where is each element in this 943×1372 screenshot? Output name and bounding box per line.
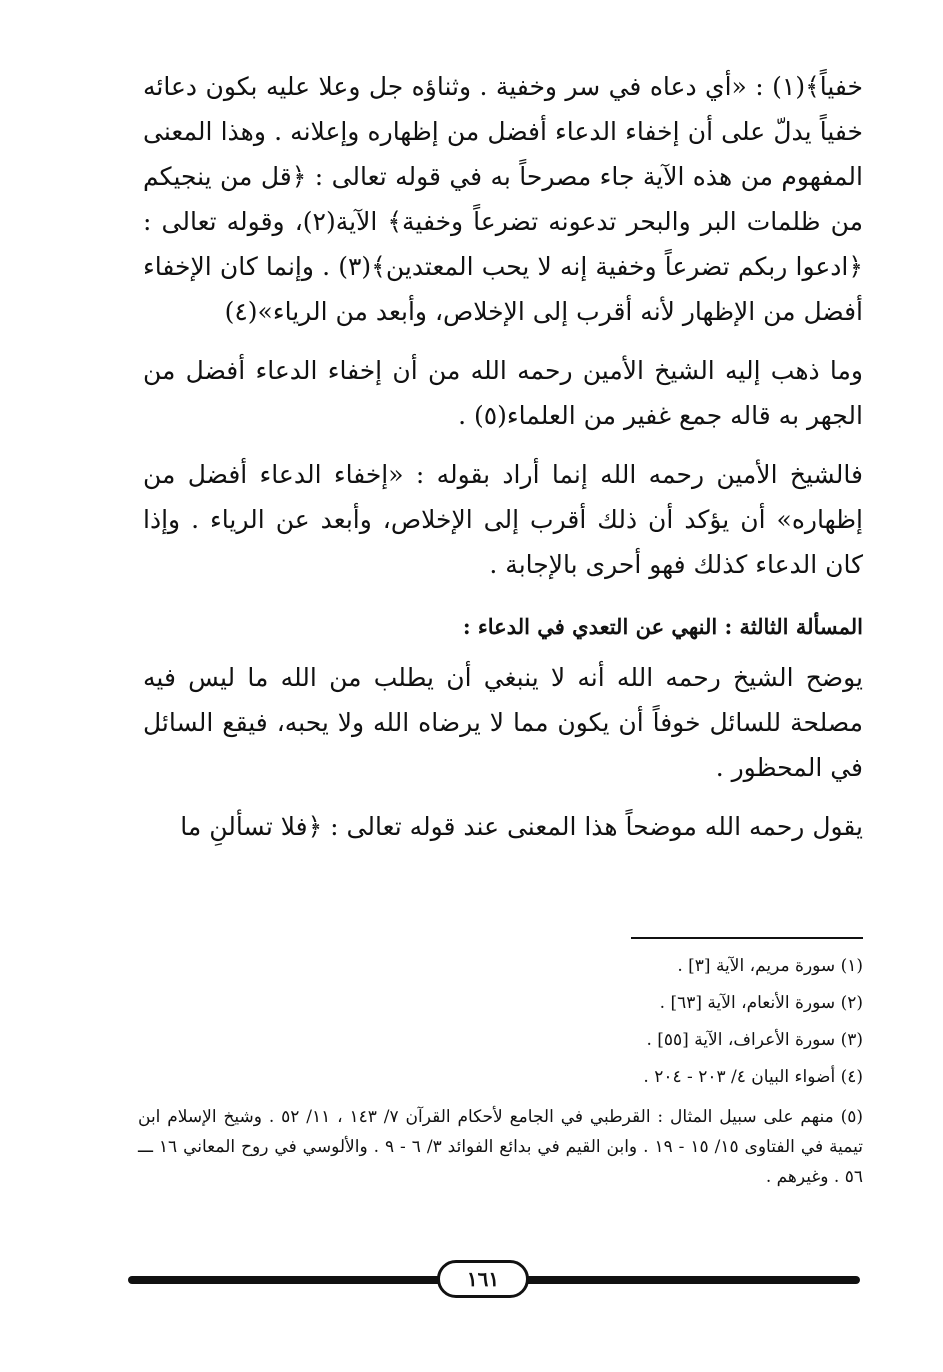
footnote-5: (٥) منهم على سبيل المثال : القرطبي في الجامع لأحكام القرآن ٧/ ١٤٣ ، ١١/ ٥٢ . وشيخ الإسلام ابن تيمية في الفتاوى ١٥/ ١٥ - ١٩ . وابن القيم في بدائع الفوائد ٣/ ٦ - ٩ . والألوسي في روح المعاني ١٦ ـــ ٥٦ . وغيرهم . — [138, 1107, 863, 1187]
footnote-divider — [631, 937, 863, 939]
paragraph-2: وما ذهب إليه الشيخ الأمين رحمه الله من أن إخفاء الدعاء أفضل من الجهر به قاله جمع غفير من العلماء(٥) . — [143, 356, 863, 430]
main-text — [143, 64, 863, 849]
footnotes — [138, 948, 863, 1192]
footnote-4: (٤) أضواء البيان ٤/ ٢٠٣ - ٢٠٤ . — [643, 1067, 863, 1087]
paragraph-5: يقول رحمه الله موضحاً هذا المعنى عند قوله تعالى : ﴿فلا تسألنِ ما — [180, 812, 863, 841]
footnote-1: (١) سورة مريم، الآية [٣] . — [677, 956, 863, 976]
footnote-3: (٣) سورة الأعراف، الآية [٥٥] . — [646, 1030, 863, 1050]
page-number: ١٦١ — [437, 1260, 529, 1298]
paragraph-4: يوضح الشيخ رحمه الله أنه لا ينبغي أن يطلب من الله ما ليس فيه مصلحة للسائل خوفاً أن يكون مما لا يرضاه الله ولا يحبه، فيقع السائل في المحظور . — [143, 663, 863, 782]
paragraph-1: خفياً﴾(١) : «أي دعاه في سر وخفية . وثناؤه جل وعلا عليه بكون دعائه خفياً يدلّ على أن إخفاء الدعاء أفضل من إظهاره وإعلانه . وهذا المعنى المفهوم من هذه الآية جاء مصرحاً به في قوله تعالى : ﴿قل من ينجيكم من ظلمات البر والبحر تدعونه تضرعاً وخفية﴾ الآية(٢)، وقوله تعالى : ﴿ادعوا ربكم تضرعاً وخفية إنه لا يحب المعتدين﴾(٣) . وإنما كان الإخفاء أفضل من الإظهار لأنه أقرب إلى الإخلاص، وأبعد من الرياء»(٤) — [143, 72, 863, 326]
section-heading: المسألة الثالثة : النهي عن التعدي في الدعاء : — [462, 614, 863, 639]
footnote-2: (٢) سورة الأنعام، الآية [٦٣] . — [659, 993, 863, 1013]
paragraph-3: فالشيخ الأمين رحمه الله إنما أراد بقوله : «إخفاء الدعاء أفضل من إظهاره» أن يؤكد أن ذلك أقرب إلى الإخلاص، وأبعد عن الرياء . وإذا كان الدعاء كذلك فهو أحرى بالإجابة . — [143, 460, 863, 579]
